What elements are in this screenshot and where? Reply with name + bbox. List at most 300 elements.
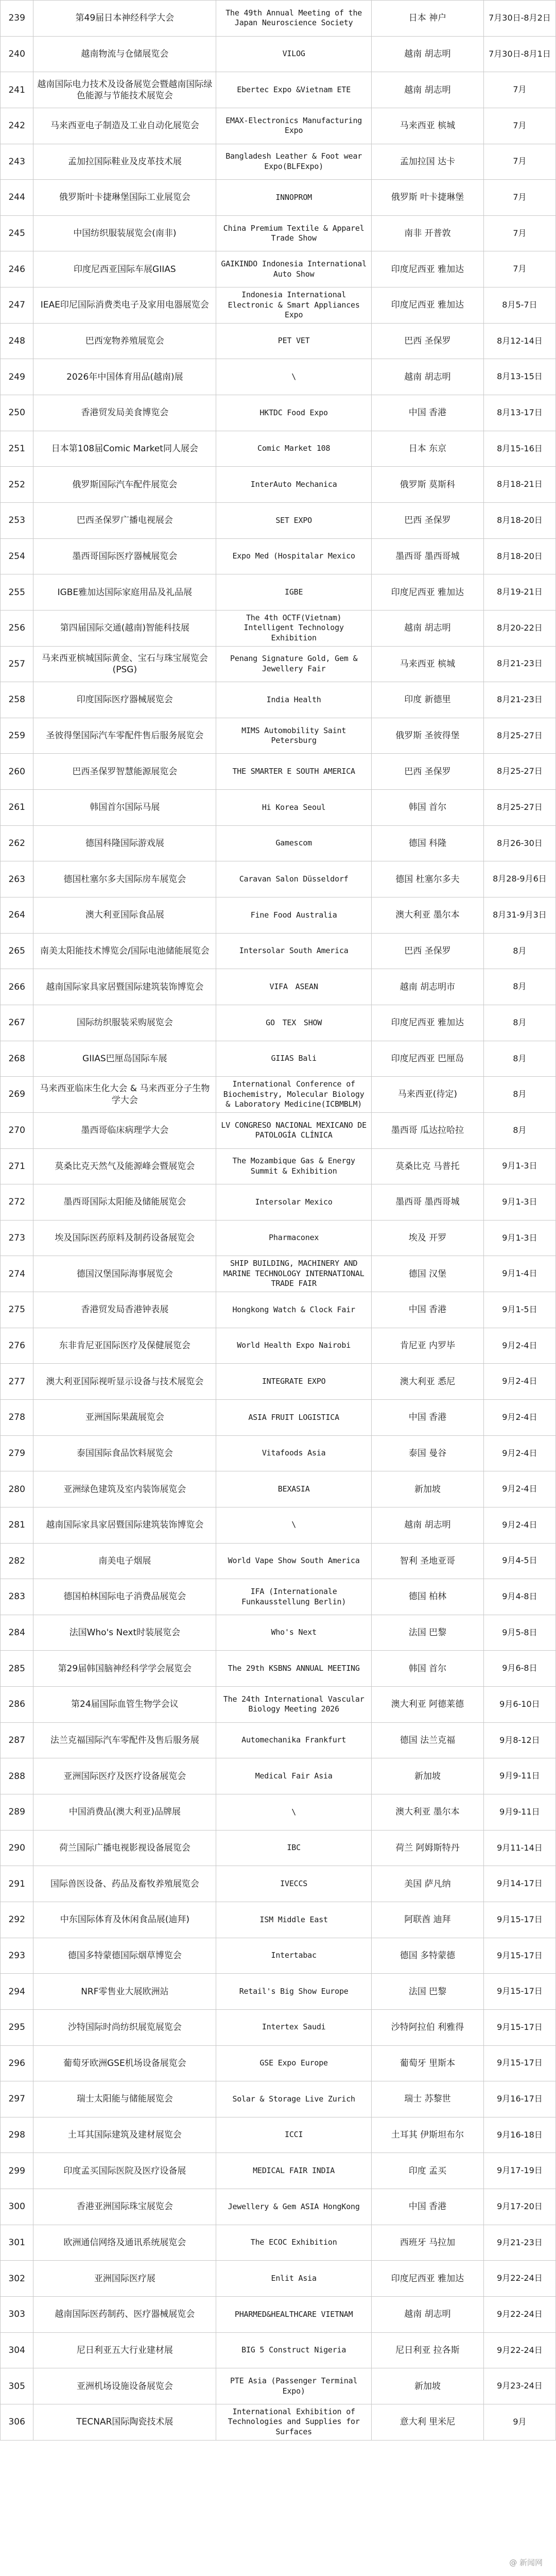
date-range: 8月18-20日 xyxy=(483,538,555,574)
date-range: 9月11-14日 xyxy=(483,1830,555,1866)
exhibition-name-cn: 莫桑比克天然气及能源峰会暨展览会 xyxy=(33,1148,216,1184)
exhibition-name-en: MIMS Automobility Saint Petersburg xyxy=(216,718,372,754)
location: 泰国 曼谷 xyxy=(372,1435,484,1471)
row-number: 301 xyxy=(1,2225,33,2261)
exhibition-name-en: BIG 5 Construct Nigeria xyxy=(216,2332,372,2368)
exhibition-name-en: The 4th OCTF(Vietnam) Intelligent Technology Exhibition xyxy=(216,610,372,646)
exhibition-name-en: PHARMED&HEALTHCARE VIETNAM xyxy=(216,2297,372,2333)
row-number: 293 xyxy=(1,1938,33,1974)
location: 巴西 圣保罗 xyxy=(372,754,484,790)
table-row xyxy=(1,825,556,861)
date-range: 9月2-4日 xyxy=(483,1364,555,1400)
date-range: 9月2-4日 xyxy=(483,1399,555,1435)
exhibition-name-en: Automechanika Frankfurt xyxy=(216,1722,372,1758)
exhibition-name-en: The 49th Annual Meeting of the Japan Neuroscience Society xyxy=(216,1,372,37)
exhibition-name-cn: 葡萄牙欧洲GSE机场设备展览会 xyxy=(33,2045,216,2081)
date-range: 9月8-12日 xyxy=(483,1722,555,1758)
location: 新加坡 xyxy=(372,1758,484,1794)
table-row xyxy=(1,1,556,37)
location: 马来西亚 槟城 xyxy=(372,108,484,144)
table-row xyxy=(1,574,556,611)
date-range: 8月25-27日 xyxy=(483,790,555,826)
date-range: 9月9-11日 xyxy=(483,1794,555,1831)
row-number: 290 xyxy=(1,1830,33,1866)
exhibition-name-en: LV CONGRESO NACIONAL MEXICANO DE PATOLOGÍA CLÍNICA xyxy=(216,1112,372,1148)
row-number: 297 xyxy=(1,2081,33,2117)
row-number: 241 xyxy=(1,72,33,108)
exhibition-name-cn: 巴西圣保罗广播电视展会 xyxy=(33,502,216,538)
row-number: 242 xyxy=(1,108,33,144)
table-row xyxy=(1,251,556,287)
row-number: 271 xyxy=(1,1148,33,1184)
table-row xyxy=(1,36,556,72)
date-range: 8月19-21日 xyxy=(483,574,555,611)
row-number: 285 xyxy=(1,1651,33,1687)
exhibition-name-cn: 香港贸发局美食博览会 xyxy=(33,395,216,431)
row-number: 266 xyxy=(1,969,33,1005)
location: 新加坡 xyxy=(372,2368,484,2404)
row-number: 289 xyxy=(1,1794,33,1831)
exhibition-name-cn: 墨西哥临床病理学大会 xyxy=(33,1112,216,1148)
table-row xyxy=(1,790,556,826)
date-range: 8月 xyxy=(483,933,555,969)
location: 俄罗斯 圣彼得堡 xyxy=(372,718,484,754)
row-number: 255 xyxy=(1,574,33,611)
row-number: 286 xyxy=(1,1687,33,1723)
row-number: 300 xyxy=(1,2189,33,2225)
exhibition-name-cn: TECNAR国际陶瓷技术展 xyxy=(33,2404,216,2440)
table-row xyxy=(1,1328,556,1364)
date-range: 9月15-17日 xyxy=(483,1974,555,2010)
location: 印度尼西亚 巴厘岛 xyxy=(372,1041,484,1077)
exhibition-name-en: IBC xyxy=(216,1830,372,1866)
table-row xyxy=(1,2261,556,2297)
table-row xyxy=(1,1974,556,2010)
location: 葡萄牙 里斯本 xyxy=(372,2045,484,2081)
date-range: 9月1-5日 xyxy=(483,1292,555,1328)
exhibition-name-en: India Health xyxy=(216,682,372,718)
date-range: 8月13-15日 xyxy=(483,359,555,395)
exhibition-name-en: The 24th International Vascular Biology Meeting 2026 xyxy=(216,1687,372,1723)
date-range: 9月5-8日 xyxy=(483,1615,555,1651)
location: 越南 胡志明市 xyxy=(372,969,484,1005)
location: 智利 圣地亚哥 xyxy=(372,1543,484,1579)
exhibition-name-cn: 韩国首尔国际马展 xyxy=(33,790,216,826)
exhibition-name-en: INNOPROM xyxy=(216,180,372,216)
date-range: 9月1-4日 xyxy=(483,1256,555,1292)
location: 巴西 圣保罗 xyxy=(372,933,484,969)
exhibition-name-cn: 欧洲通信网络及通讯系统展览会 xyxy=(33,2225,216,2261)
location: 孟加拉国 达卡 xyxy=(372,144,484,180)
row-number: 258 xyxy=(1,682,33,718)
date-range: 7月 xyxy=(483,72,555,108)
row-number: 284 xyxy=(1,1615,33,1651)
table-row xyxy=(1,1364,556,1400)
row-number: 292 xyxy=(1,1902,33,1938)
date-range: 8月12-14日 xyxy=(483,323,555,359)
date-range: 8月28-9月6日 xyxy=(483,861,555,897)
date-range: 8月13-17日 xyxy=(483,395,555,431)
row-number: 253 xyxy=(1,502,33,538)
row-number: 281 xyxy=(1,1507,33,1543)
exhibition-name-en: World Vape Show South America xyxy=(216,1543,372,1579)
row-number: 252 xyxy=(1,467,33,503)
date-range: 9月1-3日 xyxy=(483,1220,555,1256)
date-range: 8月25-27日 xyxy=(483,718,555,754)
date-range: 8月18-20日 xyxy=(483,502,555,538)
exhibition-name-en: Penang Signature Gold, Gem & Jewellery Fair xyxy=(216,646,372,682)
location: 越南 胡志明 xyxy=(372,36,484,72)
table-row xyxy=(1,144,556,180)
exhibition-name-cn: 法兰克福国际汽车零配件及售后服务展 xyxy=(33,1722,216,1758)
row-number: 299 xyxy=(1,2153,33,2189)
location: 马来西亚(待定) xyxy=(372,1077,484,1113)
exhibition-name-en: Who's Next xyxy=(216,1615,372,1651)
table-row xyxy=(1,1256,556,1292)
row-number: 276 xyxy=(1,1328,33,1364)
exhibition-name-cn: 孟加拉国际鞋业及皮革技术展 xyxy=(33,144,216,180)
location: 中国 香港 xyxy=(372,2189,484,2225)
row-number: 291 xyxy=(1,1866,33,1902)
location: 印度尼西亚 雅加达 xyxy=(372,287,484,324)
exhibition-name-en: THE SMARTER E SOUTH AMERICA xyxy=(216,754,372,790)
table-row xyxy=(1,1077,556,1113)
exhibition-name-en: ASIA FRUIT LOGISTICA xyxy=(216,1399,372,1435)
table-row xyxy=(1,897,556,934)
row-number: 279 xyxy=(1,1435,33,1471)
exhibition-name-en: Vitafoods Asia xyxy=(216,1435,372,1471)
exhibition-name-en: Bangladesh Leather & Foot wear Expo(BLFExpo) xyxy=(216,144,372,180)
location: 澳大利亚 悉尼 xyxy=(372,1364,484,1400)
location: 德国 杜塞尔多夫 xyxy=(372,861,484,897)
location: 阿联酋 迪拜 xyxy=(372,1902,484,1938)
row-number: 304 xyxy=(1,2332,33,2368)
exhibition-name-cn: 越南物流与仓储展览会 xyxy=(33,36,216,72)
date-range: 8月 xyxy=(483,1077,555,1113)
row-number: 247 xyxy=(1,287,33,324)
date-range: 9月4-5日 xyxy=(483,1543,555,1579)
table-row xyxy=(1,969,556,1005)
exhibition-name-cn: 亚洲绿色建筑及室内装饰展览会 xyxy=(33,1471,216,1507)
row-number: 256 xyxy=(1,610,33,646)
date-range: 8月21-23日 xyxy=(483,646,555,682)
date-range: 9月6-10日 xyxy=(483,1687,555,1723)
table-row xyxy=(1,180,556,216)
exhibition-name-en: GAIKINDO Indonesia International Auto Show xyxy=(216,251,372,287)
date-range: 9月9-11日 xyxy=(483,1758,555,1794)
row-number: 254 xyxy=(1,538,33,574)
exhibition-name-en: EMAX-Electronics Manufacturing Expo xyxy=(216,108,372,144)
date-range: 9月23-24日 xyxy=(483,2368,555,2404)
exhibition-name-cn: 尼日利亚五大行业建材展 xyxy=(33,2332,216,2368)
exhibition-name-cn: 德国科隆国际游戏展 xyxy=(33,825,216,861)
exhibition-name-cn: 国际兽医设备、药品及畜牧养殖展览会 xyxy=(33,1866,216,1902)
date-range: 9月22-24日 xyxy=(483,2261,555,2297)
location: 新加坡 xyxy=(372,1471,484,1507)
date-range: 7月 xyxy=(483,215,555,251)
date-range: 7月 xyxy=(483,180,555,216)
row-number: 283 xyxy=(1,1579,33,1615)
table-row xyxy=(1,1148,556,1184)
location: 越南 胡志明 xyxy=(372,72,484,108)
table-row xyxy=(1,467,556,503)
exhibition-name-en: SET EXPO xyxy=(216,502,372,538)
exhibition-name-cn: IGBE雅加达国际家庭用品及礼品展 xyxy=(33,574,216,611)
exhibition-name-en: Hongkong Watch & Clock Fair xyxy=(216,1292,372,1328)
table-row xyxy=(1,431,556,467)
location: 印度 新德里 xyxy=(372,682,484,718)
date-range: 9月1-3日 xyxy=(483,1148,555,1184)
exhibition-name-en: Comic Market 108 xyxy=(216,431,372,467)
exhibition-name-cn: 第29届韩国脑神经科学学会展览会 xyxy=(33,1651,216,1687)
exhibition-name-en: Ebertec Expo &Vietnam ETE xyxy=(216,72,372,108)
date-range: 8月 xyxy=(483,1112,555,1148)
exhibition-name-en: InterAuto Mechanica xyxy=(216,467,372,503)
location: 日本 神户 xyxy=(372,1,484,37)
table-row xyxy=(1,359,556,395)
row-number: 249 xyxy=(1,359,33,395)
location: 德国 柏林 xyxy=(372,1579,484,1615)
table-row xyxy=(1,1579,556,1615)
exhibition-name-cn: 第24届国际血管生物学会议 xyxy=(33,1687,216,1723)
row-number: 282 xyxy=(1,1543,33,1579)
exhibition-name-en: Jewellery & Gem ASIA HongKong xyxy=(216,2189,372,2225)
date-range: 8月26-30日 xyxy=(483,825,555,861)
row-number: 272 xyxy=(1,1184,33,1221)
exhibition-name-en: ISM Middle East xyxy=(216,1902,372,1938)
exhibition-name-en: Fine Food Australia xyxy=(216,897,372,934)
table-row xyxy=(1,1112,556,1148)
table-row xyxy=(1,108,556,144)
location: 韩国 首尔 xyxy=(372,790,484,826)
exhibition-name-cn: IEAE印尼国际消费类电子及家用电器展览会 xyxy=(33,287,216,324)
exhibition-name-en: \ xyxy=(216,1507,372,1543)
exhibition-name-en: Expo Med (Hospitalar Mexico xyxy=(216,538,372,574)
table-row xyxy=(1,1794,556,1831)
location: 沙特阿拉伯 利雅得 xyxy=(372,2009,484,2045)
location: 巴西 圣保罗 xyxy=(372,323,484,359)
location: 越南 胡志明 xyxy=(372,2297,484,2333)
table-row xyxy=(1,2117,556,2153)
exhibition-name-cn: 巴西圣保罗智慧能源展览会 xyxy=(33,754,216,790)
table-row xyxy=(1,1471,556,1507)
date-range: 8月21-23日 xyxy=(483,682,555,718)
table-row xyxy=(1,754,556,790)
exhibition-name-en: GIIAS Bali xyxy=(216,1041,372,1077)
table-body xyxy=(1,1,556,2441)
table-row xyxy=(1,1866,556,1902)
exhibition-name-cn: 圣彼得堡国际汽车零配件售后服务展览会 xyxy=(33,718,216,754)
exhibition-name-cn: 中东国际体育及休闲食品展(迪拜) xyxy=(33,1902,216,1938)
table-row xyxy=(1,2045,556,2081)
table-row xyxy=(1,2081,556,2117)
exhibition-name-en: VILOG xyxy=(216,36,372,72)
row-number: 296 xyxy=(1,2045,33,2081)
exhibition-name-cn: 2026年中国体育用品(越南)展 xyxy=(33,359,216,395)
date-range: 9月6-8日 xyxy=(483,1651,555,1687)
table-row xyxy=(1,1758,556,1794)
row-number: 280 xyxy=(1,1471,33,1507)
exhibition-name-cn: 国际纺织服装采购展览会 xyxy=(33,1005,216,1041)
exhibition-name-cn: 中国纺织服装展览会(南非) xyxy=(33,215,216,251)
table-row xyxy=(1,1435,556,1471)
row-number: 265 xyxy=(1,933,33,969)
location: 日本 东京 xyxy=(372,431,484,467)
table-row xyxy=(1,933,556,969)
date-range: 8月25-27日 xyxy=(483,754,555,790)
location: 中国 香港 xyxy=(372,1292,484,1328)
table-row xyxy=(1,1399,556,1435)
exhibition-name-en: International Exhibition of Technologies and Supplies for Surfaces xyxy=(216,2404,372,2440)
row-number: 244 xyxy=(1,180,33,216)
location: 澳大利亚 墨尔本 xyxy=(372,1794,484,1831)
exhibition-name-en: International Conference of Biochemistry, Molecular Biology & Laboratory Medicine(ICBMBLM) xyxy=(216,1077,372,1113)
exhibition-name-en: IVECCS xyxy=(216,1866,372,1902)
table-row xyxy=(1,323,556,359)
row-number: 260 xyxy=(1,754,33,790)
location: 墨西哥 墨西哥城 xyxy=(372,538,484,574)
date-range: 9月15-17日 xyxy=(483,2009,555,2045)
exhibition-name-en: The ECOC Exhibition xyxy=(216,2225,372,2261)
location: 韩国 首尔 xyxy=(372,1651,484,1687)
exhibition-name-cn: 亚洲国际医疗展 xyxy=(33,2261,216,2297)
location: 中国 香港 xyxy=(372,1399,484,1435)
row-number: 270 xyxy=(1,1112,33,1148)
location: 德国 法兰克福 xyxy=(372,1722,484,1758)
exhibition-name-cn: 墨西哥国际医疗器械展览会 xyxy=(33,538,216,574)
date-range: 9月17-20日 xyxy=(483,2189,555,2225)
table-row xyxy=(1,1902,556,1938)
exhibition-name-cn: 俄罗斯叶卡捷琳堡国际工业展览会 xyxy=(33,180,216,216)
exhibition-name-cn: 马来西亚电子制造及工业自动化展览会 xyxy=(33,108,216,144)
exhibition-name-en: Intersolar South America xyxy=(216,933,372,969)
row-number: 262 xyxy=(1,825,33,861)
table-row xyxy=(1,1184,556,1221)
table-row xyxy=(1,1507,556,1543)
date-range: 8月 xyxy=(483,1041,555,1077)
location: 莫桑比克 马普托 xyxy=(372,1148,484,1184)
table-row xyxy=(1,1041,556,1077)
exhibition-name-cn: 德国柏林国际电子消费品展览会 xyxy=(33,1579,216,1615)
exhibition-name-en: VIFA ASEAN xyxy=(216,969,372,1005)
exhibition-name-cn: 日本第108届Comic Market同人展会 xyxy=(33,431,216,467)
exhibition-name-en: China Premium Textile & Apparel Trade Show xyxy=(216,215,372,251)
exhibition-name-cn: 德国杜塞尔多夫国际房车展览会 xyxy=(33,861,216,897)
table-row xyxy=(1,2189,556,2225)
row-number: 250 xyxy=(1,395,33,431)
exhibition-name-en: The 29th KSBNS ANNUAL MEETING xyxy=(216,1651,372,1687)
date-range: 9月14-17日 xyxy=(483,1866,555,1902)
date-range: 7月 xyxy=(483,144,555,180)
location: 德国 汉堡 xyxy=(372,1256,484,1292)
exhibition-name-cn: 印度尼西亚国际车展GIIAS xyxy=(33,251,216,287)
date-range: 9月2-4日 xyxy=(483,1507,555,1543)
table-row xyxy=(1,1292,556,1328)
row-number: 268 xyxy=(1,1041,33,1077)
table-row xyxy=(1,287,556,324)
exhibition-name-en: Enlit Asia xyxy=(216,2261,372,2297)
exhibition-name-cn: 越南国际医药制药、医疗器械展览会 xyxy=(33,2297,216,2333)
exhibition-name-en: Pharmaconex xyxy=(216,1220,372,1256)
row-number: 273 xyxy=(1,1220,33,1256)
exhibition-name-cn: 南美太阳能技术博览会/国际电池储能展览会 xyxy=(33,933,216,969)
date-range: 7月 xyxy=(483,251,555,287)
row-number: 246 xyxy=(1,251,33,287)
exhibition-name-en: ICCI xyxy=(216,2117,372,2153)
date-range: 9月16-17日 xyxy=(483,2081,555,2117)
location: 越南 胡志明 xyxy=(372,1507,484,1543)
table-row xyxy=(1,2368,556,2404)
exhibition-name-en: PET VET xyxy=(216,323,372,359)
exhibition-name-cn: 东非肯尼亚国际医疗及保健展览会 xyxy=(33,1328,216,1364)
exhibition-name-en: Gamescom xyxy=(216,825,372,861)
table-row xyxy=(1,538,556,574)
exhibition-name-cn: 香港亚洲国际珠宝展览会 xyxy=(33,2189,216,2225)
exhibition-name-cn: 瑞士太阳能与储能展览会 xyxy=(33,2081,216,2117)
location: 美国 萨凡纳 xyxy=(372,1866,484,1902)
row-number: 239 xyxy=(1,1,33,37)
exhibition-name-cn: 澳大利亚国际视听显示设备与技术展览会 xyxy=(33,1364,216,1400)
exhibition-name-en: Hi Korea Seoul xyxy=(216,790,372,826)
exhibition-name-en: \ xyxy=(216,359,372,395)
row-number: 251 xyxy=(1,431,33,467)
row-number: 306 xyxy=(1,2404,33,2440)
table-row xyxy=(1,646,556,682)
date-range: 9月22-24日 xyxy=(483,2297,555,2333)
exhibition-name-cn: 澳大利亚国际食品展 xyxy=(33,897,216,934)
location: 印度尼西亚 雅加达 xyxy=(372,1005,484,1041)
location: 俄罗斯 叶卡捷琳堡 xyxy=(372,180,484,216)
row-number: 263 xyxy=(1,861,33,897)
date-range: 9月 xyxy=(483,2404,555,2440)
row-number: 261 xyxy=(1,790,33,826)
location: 俄罗斯 莫斯科 xyxy=(372,467,484,503)
exhibition-name-en: Caravan Salon Düsseldorf xyxy=(216,861,372,897)
table-row xyxy=(1,1938,556,1974)
location: 德国 多特蒙德 xyxy=(372,1938,484,1974)
table-row xyxy=(1,2404,556,2440)
exhibition-name-cn: 墨西哥国际太阳能及储能展览会 xyxy=(33,1184,216,1221)
location: 荷兰 阿姆斯特丹 xyxy=(372,1830,484,1866)
exhibition-name-en: Intertex Saudi xyxy=(216,2009,372,2045)
table-row xyxy=(1,1615,556,1651)
row-number: 305 xyxy=(1,2368,33,2404)
table-row xyxy=(1,861,556,897)
date-range: 9月15-17日 xyxy=(483,1938,555,1974)
date-range: 7月30日-8月1日 xyxy=(483,36,555,72)
location: 墨西哥 瓜达拉哈拉 xyxy=(372,1112,484,1148)
exhibition-name-en: GSE Expo Europe xyxy=(216,2045,372,2081)
row-number: 275 xyxy=(1,1292,33,1328)
exhibition-name-en: GO TEX SHOW xyxy=(216,1005,372,1041)
location: 印度尼西亚 雅加达 xyxy=(372,251,484,287)
row-number: 277 xyxy=(1,1364,33,1400)
location: 马来西亚 槟城 xyxy=(372,646,484,682)
exhibition-name-en: HKTDC Food Expo xyxy=(216,395,372,431)
date-range: 8月20-22日 xyxy=(483,610,555,646)
table-row xyxy=(1,2009,556,2045)
date-range: 7月30日-8月2日 xyxy=(483,1,555,37)
table-row xyxy=(1,1651,556,1687)
location: 德国 科隆 xyxy=(372,825,484,861)
date-range: 9月21-23日 xyxy=(483,2225,555,2261)
exhibition-name-cn: 南美电子烟展 xyxy=(33,1543,216,1579)
date-range: 9月17-19日 xyxy=(483,2153,555,2189)
exhibition-name-en: Retail's Big Show Europe xyxy=(216,1974,372,2010)
exhibition-name-en: World Health Expo Nairobi xyxy=(216,1328,372,1364)
date-range: 9月15-17日 xyxy=(483,1902,555,1938)
exhibition-name-en: Intersolar Mexico xyxy=(216,1184,372,1221)
